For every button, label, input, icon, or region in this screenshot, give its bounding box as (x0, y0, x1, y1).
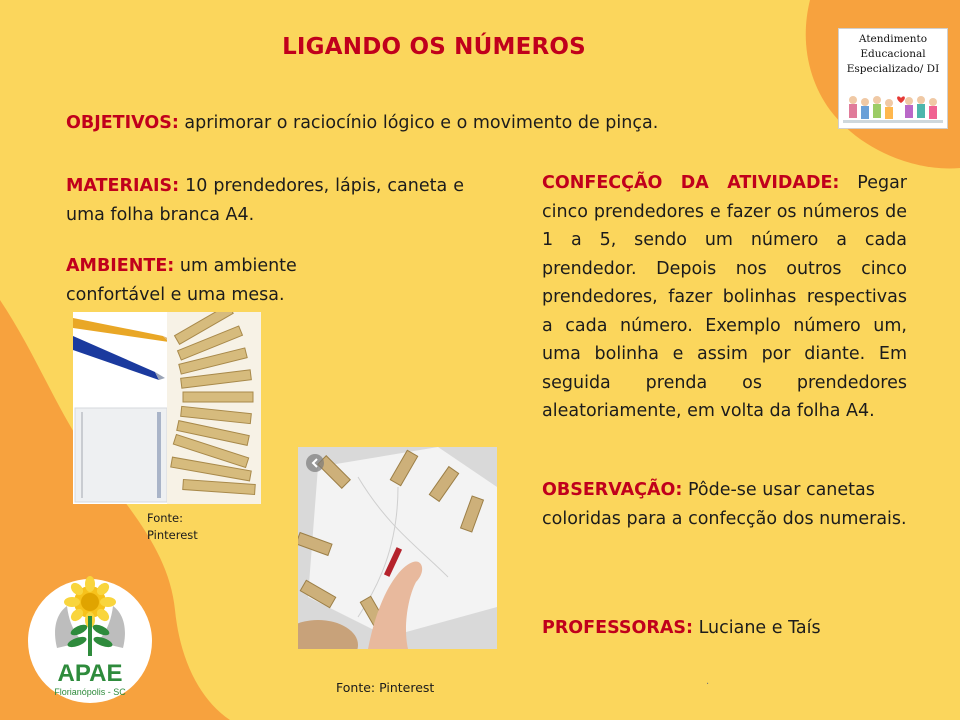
objetivos-paragraph (66, 109, 766, 138)
confeccao-label: CONFECÇÃO DA ATIVIDADE: (542, 173, 840, 193)
professoras-paragraph (542, 614, 902, 643)
materials-photo (73, 312, 261, 504)
aee-badge (838, 28, 948, 129)
observacao-label: OBSERVAÇÃO: (542, 480, 683, 500)
ambiente-text: um ambiente confortável e uma mesa. (66, 256, 297, 305)
objetivos-text: aprimorar o raciocínio lógico e o movimento de pinça. (178, 113, 659, 133)
children-illustration (843, 94, 943, 126)
confeccao-paragraph (542, 169, 907, 426)
photo2-source: Fonte: Pinterest (336, 680, 435, 695)
badge-line-3: Especializado/ DI (846, 63, 940, 75)
ambiente-paragraph (66, 252, 356, 309)
photo1-source: Fonte: Pinterest (147, 511, 198, 542)
badge-text (839, 32, 947, 77)
apae-logo (27, 568, 153, 714)
confeccao-text: Pegar cinco prendedores e fazer os números de 1 a 5, sendo um número a cada prendedor. Depois nos outros cinco prendedores, fazer bolinhas respectivas a cada número. Exemplo número um, uma bolinha e assim por diante. Em seguida prenda os prendedores aleatoriamente, em volta da folha A4. (542, 173, 907, 421)
materiais-text: 10 prendedores, lápis, caneta e uma folha branca A4. (66, 176, 464, 225)
materiais-paragraph (66, 172, 464, 229)
badge-line-1: Atendimento (858, 33, 928, 45)
apae-logo-city: Florianópolis - SC (54, 687, 126, 697)
objetivos-label: OBJETIVOS: (66, 113, 179, 133)
activity-photo (298, 447, 497, 649)
observacao-paragraph (542, 476, 922, 533)
stray-dot: . (706, 676, 710, 687)
apae-logo-name: APAE (57, 660, 123, 687)
badge-line-2: Educacional (860, 48, 926, 60)
slide-title: LIGANDO OS NÚMEROS (282, 34, 586, 60)
professoras-label: PROFESSORAS: (542, 618, 694, 638)
ambiente-label: AMBIENTE: (66, 256, 175, 276)
materiais-label: MATERIAIS: (66, 176, 180, 196)
observacao-text: Pôde-se usar canetas coloridas para a confecção dos numerais. (542, 480, 907, 529)
professoras-text: Luciane e Taís (693, 618, 821, 638)
